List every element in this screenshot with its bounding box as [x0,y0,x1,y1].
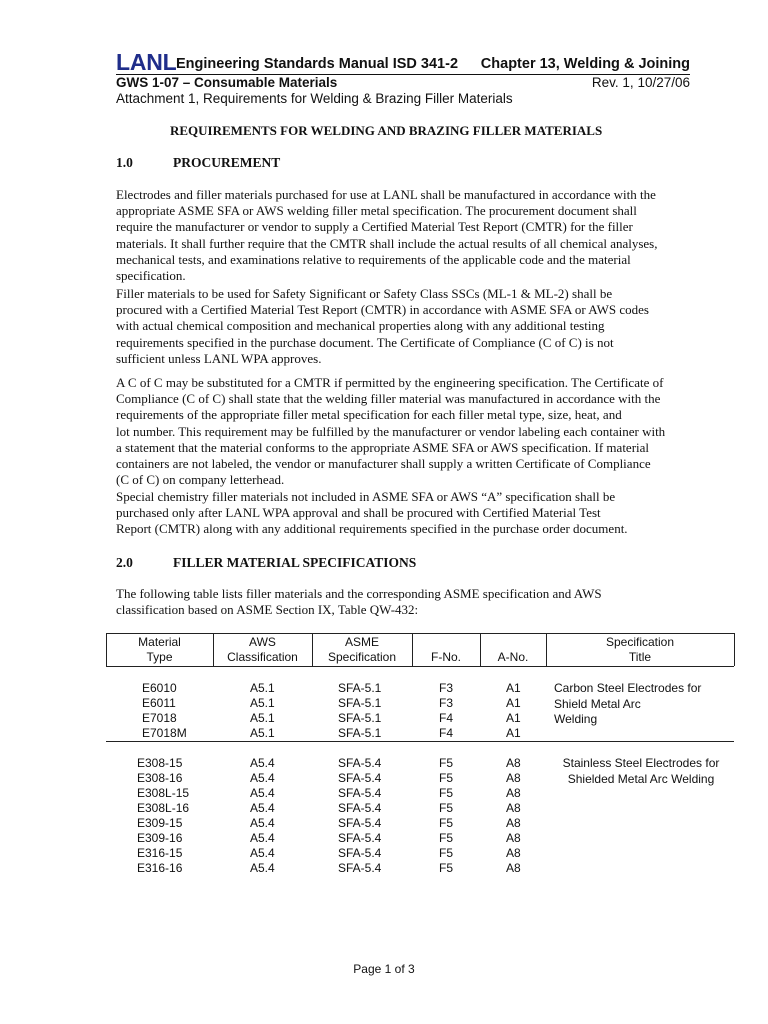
paragraph-procurement-3 [116,375,696,488]
text-line: The following table lists filler materials and the corresponding ASME specification and AWS [116,586,602,601]
text-line: (C of C) on company letterhead. [116,472,285,488]
table-cell: SFA-5.4 [338,816,382,830]
table-cell: F4 [439,726,454,740]
text-line: materials. It shall further require that the CMTR shall include the actual results of all chemical analyses, [116,235,658,251]
revision-date: Rev. 1, 10/27/06 [591,75,690,90]
table-cell: SFA-5.4 [338,861,382,875]
table-cell: F5 [439,831,454,845]
table-cell: E7018 [142,711,177,725]
table-cell: F3 [439,681,454,695]
table-cell: A5.1 [250,681,275,695]
table-cell: A5.4 [250,831,275,845]
column-header-asme-specification [312,635,412,665]
text-line: lot number. This requirement may be fulfilled by the manufacturer or vendor labeling each container with [116,423,666,439]
text-line: classification based on ASME Section IX, Table QW-432: [116,602,419,618]
table-cell: A5.4 [250,756,275,770]
table-cell: A8 [506,756,521,770]
specification-title-carbon-steel [554,681,701,728]
title-line: Shielded Metal Arc Welding [567,771,715,786]
header-line: Classification [227,650,298,664]
table-cell: A8 [506,786,521,800]
table-cell: SFA-5.4 [338,771,382,785]
table-cell: SFA-5.4 [338,786,382,800]
text-line: Filler materials to be used for Safety Significant or Safety Class SSCs (ML-1 & ML-2) shall be [116,286,613,301]
table-cell: F5 [439,861,454,875]
page-number: Page 1 of 3 [353,962,415,976]
table-cell: E309-16 [137,831,183,845]
table-cell: A1 [506,696,521,710]
table-cell: A1 [506,711,521,725]
text-line: A C of C may be substituted for a CMTR if permitted by the engineering specification. The Certificate of [116,375,664,390]
text-line: appropriate ASME SFA or AWS welding filler metal specification. The procurement document shall [116,203,637,219]
table-cell: A5.4 [250,816,275,830]
table-cell: E308L-15 [137,786,190,800]
table-cell: E6010 [142,681,177,695]
table-cell: F5 [439,801,454,815]
column-header-a-no [480,650,546,665]
lanl-logo: LANL [116,49,177,75]
table-cell: F5 [439,771,454,785]
text-line: requirements specified in the purchase document. The Certificate of Compliance (C of C) is not [116,334,614,350]
table-header-divider [734,633,735,666]
table-cell: A5.1 [250,711,275,725]
header-line: Specification [605,635,675,649]
header-line: Title [628,650,652,664]
table-cell: E316-15 [137,846,183,860]
text-line: containers are not labeled, the vendor or manufacturer shall supply a written Certificate of Compliance [116,456,651,472]
table-cell: SFA-5.1 [338,711,382,725]
table-header-rule [106,666,734,667]
text-line: requirements of the appropriate filler metal specification for each filler metal type, size, heat, and [116,407,622,423]
table-cell: A8 [506,801,521,815]
header-line: AWS [249,635,276,649]
table-top-rule [106,633,734,634]
table-cell: A8 [506,846,521,860]
text-line: Electrodes and filler materials purchased for use at LANL shall be manufactured in accordance with the [116,187,656,202]
title-line: Shield Metal Arc [554,696,641,711]
table-cell: A5.4 [250,786,275,800]
text-line: Report (CMTR) along with any additional requirements specified in the purchase order document. [116,521,628,537]
text-line: sufficient unless LANL WPA approves. [116,350,322,366]
table-cell: F5 [439,786,454,800]
table-cell: F4 [439,711,454,725]
table-cell: A5.4 [250,771,275,785]
text-line: with actual chemical composition and mechanical properties along with any additional testing [116,318,605,334]
chapter-title: Chapter 13, Welding & Joining [480,56,690,72]
text-line: Special chemistry filler materials not included in ASME SFA or AWS “A” specification shall be [116,489,616,504]
table-cell: F3 [439,696,454,710]
table-cell: A1 [506,681,521,695]
table-cell: SFA-5.4 [338,831,382,845]
table-cell: A8 [506,816,521,830]
attachment-title: Attachment 1, Requirements for Welding & Brazing Filler Materials [116,91,513,106]
table-cell: E6011 [142,696,176,710]
text-line: mechanical tests, and examinations relative to requirements of the applicable code and the material [116,251,631,267]
page-title: REQUIREMENTS FOR WELDING AND BRAZING FILLER MATERIALS [170,123,603,138]
text-line: require the manufacturer or vendor to supply a Certified Material Test Report (CMTR) for the filler [116,219,633,235]
header-line: Type [146,650,173,664]
table-cell: A1 [506,726,521,740]
section-title: FILLER MATERIAL SPECIFICATIONS [173,555,417,570]
text-line: procured with a Certified Material Test Report (CMTR) in accordance with ASME SFA or AWS codes [116,302,649,318]
table-cell: F5 [439,846,454,860]
header-line: Material [138,635,181,649]
section-title: PROCUREMENT [173,155,281,170]
title-line: Stainless Steel Electrodes for [562,756,720,770]
column-header-aws-classification [213,635,312,665]
text-line: purchased only after LANL WPA approval and shall be procured with Certified Material Test [116,505,601,521]
table-cell: SFA-5.1 [338,681,382,695]
paragraph-procurement-1 [116,187,696,284]
table-cell: E7018M [142,726,187,740]
table-cell: A5.1 [250,696,275,710]
document-subheader [116,75,690,91]
table-cell: E308L-16 [137,801,190,815]
header-line: F-No. [431,650,461,664]
table-cell: A8 [506,861,521,875]
table-cell: SFA-5.1 [338,696,382,710]
table-cell: E308-15 [137,756,183,770]
column-header-f-no [412,650,480,665]
table-cell: A8 [506,771,521,785]
section-number: 1.0 [116,155,133,170]
column-header-specification-title [546,635,734,665]
table-cell: F5 [439,756,454,770]
header-line: Specification [327,650,397,664]
table-cell: A5.4 [250,861,275,875]
paragraph-procurement-2 [116,286,696,367]
column-header-material-type [106,635,213,665]
title-line: Welding [554,712,598,726]
table-cell: SFA-5.1 [338,726,382,740]
table-cell: A5.4 [250,801,275,815]
table-cell: SFA-5.4 [338,801,382,815]
table-cell: A8 [506,831,521,845]
table-cell: E316-16 [137,861,183,875]
table-cell: F5 [439,816,454,830]
specification-title-stainless-steel [548,756,734,787]
table-cell: E308-16 [137,771,183,785]
manual-title: Engineering Standards Manual ISD 341-2 [176,56,459,72]
section-heading-filler-specs [116,555,516,571]
title-line: Carbon Steel Electrodes for [554,681,702,695]
table-cell: E309-15 [137,816,183,830]
document-header [116,50,690,74]
section-number: 2.0 [116,555,133,570]
table-cell: A5.1 [250,726,275,740]
table-cell: SFA-5.4 [338,846,382,860]
header-line: ASME [344,635,379,649]
table-cell: A5.4 [250,846,275,860]
table-cell: SFA-5.4 [338,756,382,770]
gws-title: GWS 1-07 – Consumable Materials [116,75,338,90]
paragraph-table-intro [116,586,696,618]
text-line: specification. [116,268,186,284]
text-line: Compliance (C of C) shall state that the welding filler material was manufactured in accordance with the [116,391,661,407]
header-line: A-No. [497,650,529,664]
paragraph-procurement-4 [116,489,696,538]
section-heading-procurement [116,155,416,171]
table-group-divider [106,741,734,742]
text-line: a statement that the material conforms to the appropriate ASME SFA or AWS specification. If material [116,439,650,455]
